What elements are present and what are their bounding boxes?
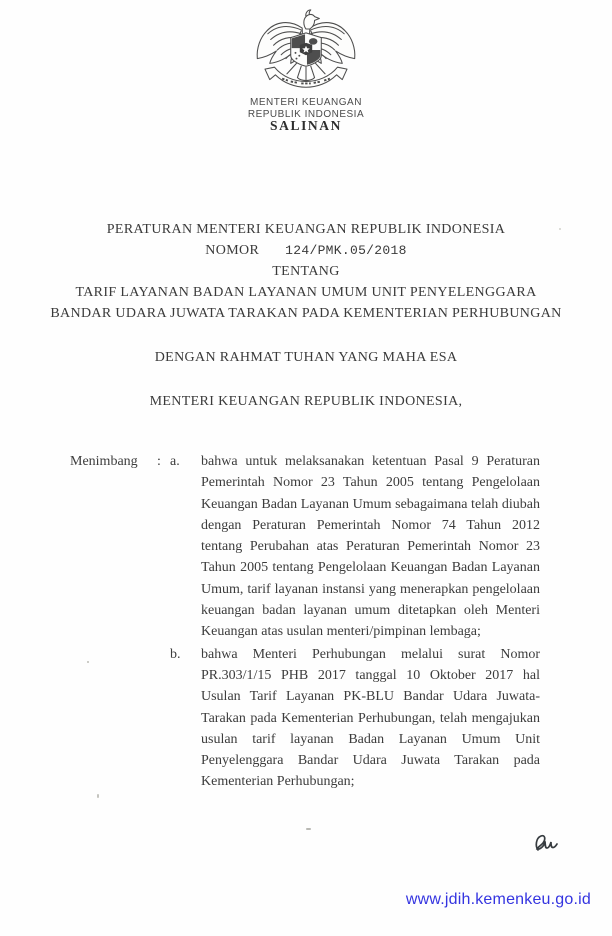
nomor-value: 124/PMK.05/2018 bbox=[285, 243, 407, 258]
consideration-text-a: bahwa untuk melaksanakan ketentuan Pasal 9 Peraturan Pemerintah Nomor 23 Tahun 2005 tentang Pengelolaan Keuangan Badan Layanan Umum sebagaimana telah diubah dengan Peraturan Pemerintah Nomor 74 Tahun 2012 tentang Perubahan atas Peraturan Pemerintah Nomor 23 Tahun 2005 tentang Pengelolaan Keuangan Badan Layanan Umum, tarif layanan instansi yang menerapkan pengelolaan keuangan badan layanan umum ditetapkan oleh Menteri Keuangan atas usulan menteri/pimpinan lembaga; bbox=[201, 454, 540, 640]
subject-line2: BANDAR UDARA JUWATA TARAKAN PADA KEMENTERIAN PERHUBUNGAN bbox=[50, 306, 562, 321]
consideration-marker-a: a. bbox=[170, 454, 180, 469]
scan-speck bbox=[306, 828, 311, 830]
ministry-name-line2: REPUBLIK INDONESIA bbox=[247, 109, 365, 120]
jdih-website-link[interactable]: www.jdih.kemenkeu.go.id bbox=[405, 891, 591, 908]
copy-stamp: SALINAN bbox=[270, 118, 342, 133]
subject-line1: TARIF LAYANAN BADAN LAYANAN UMUM UNIT PENYELENGGARA bbox=[75, 285, 537, 300]
regulation-number-line bbox=[0, 240, 612, 261]
ministry-name-line1: MENTERI KEUANGAN bbox=[250, 97, 362, 108]
considerations-section bbox=[70, 451, 540, 793]
handwritten-initial-icon bbox=[533, 833, 561, 857]
title-block bbox=[0, 219, 612, 324]
scan-speck bbox=[97, 794, 99, 798]
regulation-title: PERATURAN MENTERI KEUANGAN REPUBLIK INDONESIA bbox=[106, 222, 506, 237]
invocation-line: DENGAN RAHMAT TUHAN YANG MAHA ESA bbox=[154, 350, 458, 365]
consideration-text-b: bahwa Menteri Perhubungan melalui surat Nomor PR.303/1/15 PHB 2017 tanggal 10 Oktober 2017 hal Usulan Tarif Layanan PK-BLU Bandar Udara Juwata-Tarakan pada Kementerian Perhubungan, telah mengajukan usulan tarif layanan Badan Layanan Umum Unit Penyelenggara Bandar Udara Juwata Tarakan pada Kementerian Perhubungan; bbox=[201, 646, 540, 790]
nomor-label: NOMOR bbox=[205, 243, 260, 258]
authority-line: MENTERI KEUANGAN REPUBLIK INDONESIA, bbox=[149, 394, 463, 409]
menimbang-separator: : bbox=[157, 454, 161, 469]
garuda-pancasila-emblem-icon bbox=[253, 8, 359, 92]
tentang-label: TENTANG bbox=[272, 264, 340, 279]
scan-speck bbox=[87, 661, 89, 663]
menimbang-label: Menimbang bbox=[70, 454, 138, 469]
scan-speck bbox=[559, 228, 561, 230]
consideration-marker-b: b. bbox=[170, 646, 181, 662]
